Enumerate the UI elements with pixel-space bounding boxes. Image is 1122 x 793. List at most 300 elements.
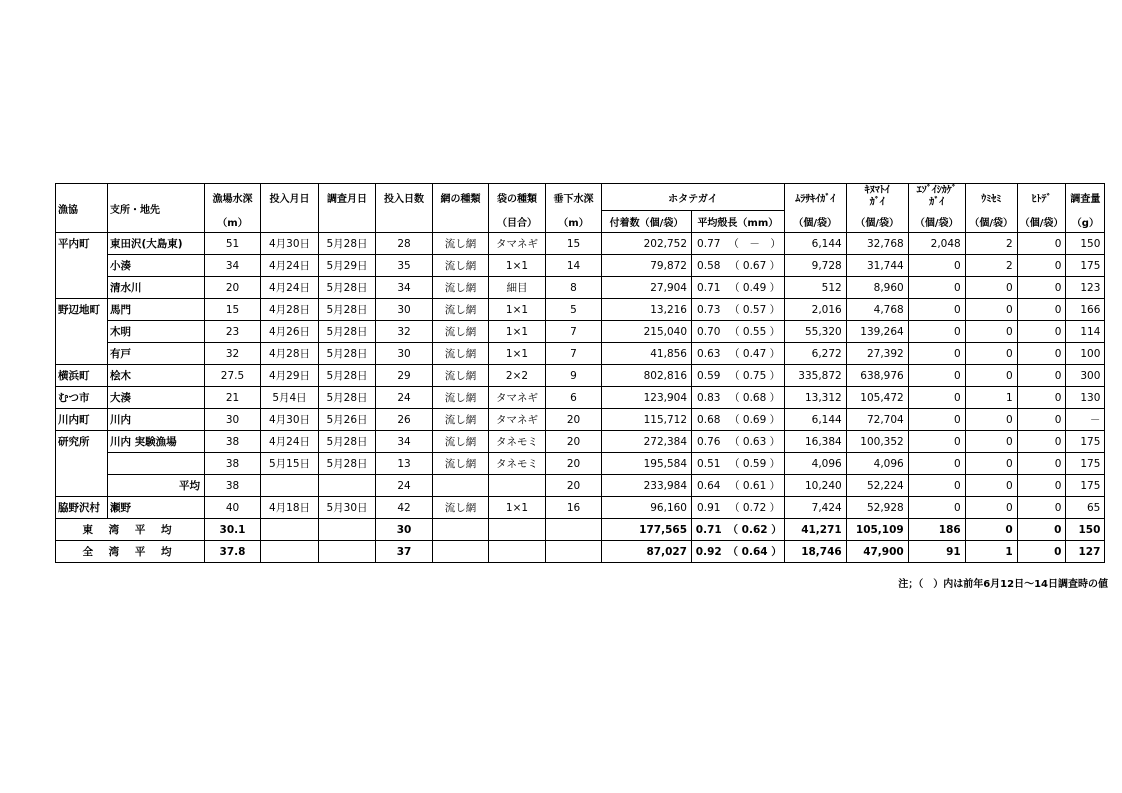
cell-ezo: 0 — [908, 387, 965, 409]
cell-attach: 13,216 — [602, 299, 692, 321]
cell-site: 東田沢(大島東) — [108, 233, 205, 255]
cell-ezo: 0 — [908, 365, 965, 387]
cell-ezo: 0 — [908, 255, 965, 277]
cell-hang: 14 — [546, 255, 602, 277]
cell-summary-label: 東 湾 平 均 — [56, 519, 205, 541]
header-depth-unit: （m） — [205, 211, 261, 233]
header-hang-unit: （m） — [546, 211, 602, 233]
cell-umi: 0 — [965, 299, 1017, 321]
cell-attach: 202,752 — [602, 233, 692, 255]
cell-murasaki: 16,384 — [784, 431, 846, 453]
cell-install: 4月24日 — [261, 277, 319, 299]
cell-area — [56, 453, 108, 475]
cell-net — [433, 475, 489, 497]
cell-install: 4月28日 — [261, 343, 319, 365]
cell-net: 流し網 — [433, 299, 489, 321]
cell-weight: 166 — [1066, 299, 1105, 321]
cell-net: 流し網 — [433, 255, 489, 277]
cell-survey: 5月28日 — [319, 299, 376, 321]
cell-depth: 23 — [205, 321, 261, 343]
cell-hang: 9 — [546, 365, 602, 387]
cell-bag — [489, 541, 546, 563]
cell-hang: 7 — [546, 321, 602, 343]
cell-net: 流し網 — [433, 453, 489, 475]
cell-weight: 114 — [1066, 321, 1105, 343]
cell-ezo: 186 — [908, 519, 965, 541]
cell-site: 瀬野 — [108, 497, 205, 519]
header-weight: 調査量 — [1066, 184, 1105, 211]
cell-murasaki: 41,271 — [784, 519, 846, 541]
header-bag: 袋の種類 — [489, 184, 546, 211]
cell-ezo: 0 — [908, 497, 965, 519]
cell-umi: 0 — [965, 453, 1017, 475]
cell-site: 川内 実験漁場 — [108, 431, 205, 453]
cell-net: 流し網 — [433, 321, 489, 343]
cell-days: 30 — [376, 519, 433, 541]
cell-attach: 79,872 — [602, 255, 692, 277]
cell-site: 桧木 — [108, 365, 205, 387]
cell-umi: 0 — [965, 431, 1017, 453]
cell-kinu: 31,744 — [846, 255, 908, 277]
cell-bag: 2×2 — [489, 365, 546, 387]
cell-area: 平内町 — [56, 233, 108, 255]
table-row — [56, 365, 1105, 387]
header-survey: 調査月日 — [319, 184, 376, 211]
cell-days: 35 — [376, 255, 433, 277]
cell-hitode: 0 — [1017, 541, 1066, 563]
cell-site: 有戸 — [108, 343, 205, 365]
cell-hitode: 0 — [1017, 519, 1066, 541]
cell-install: 4月24日 — [261, 255, 319, 277]
header-hang: 垂下水深 — [546, 184, 602, 211]
cell-ezo: 0 — [908, 475, 965, 497]
header-scallop: ホタテガイ — [602, 184, 785, 211]
cell-murasaki: 55,320 — [784, 321, 846, 343]
cell-avg-label: 平均 — [108, 475, 205, 497]
cell-depth: 38 — [205, 453, 261, 475]
cell-hang: 7 — [546, 343, 602, 365]
cell-avg: 0.64 — [692, 475, 726, 497]
cell-prev: （ 0.68 ） — [726, 387, 785, 409]
table-row — [56, 387, 1105, 409]
cell-murasaki: 6,144 — [784, 233, 846, 255]
cell-prev: （ 0.47 ） — [726, 343, 785, 365]
cell-survey: 5月30日 — [319, 497, 376, 519]
cell-attach: 87,027 — [602, 541, 692, 563]
cell-hitode: 0 — [1017, 387, 1066, 409]
cell-attach: 41,856 — [602, 343, 692, 365]
cell-hitode: 0 — [1017, 431, 1066, 453]
cell-murasaki: 10,240 — [784, 475, 846, 497]
cell-depth: 51 — [205, 233, 261, 255]
table-row — [56, 431, 1105, 453]
cell-net: 流し網 — [433, 277, 489, 299]
cell-ezo: 0 — [908, 321, 965, 343]
cell-attach: 123,904 — [602, 387, 692, 409]
cell-hitode: 0 — [1017, 321, 1066, 343]
cell-hang: 20 — [546, 409, 602, 431]
cell-avg: 0.51 — [692, 453, 726, 475]
cell-install: 4月24日 — [261, 431, 319, 453]
header-murasaki-unit: （個/袋） — [784, 211, 846, 233]
cell-hitode: 0 — [1017, 343, 1066, 365]
cell-attach: 177,565 — [602, 519, 692, 541]
cell-survey — [319, 541, 376, 563]
cell-avg: 0.63 — [692, 343, 726, 365]
cell-depth: 38 — [205, 431, 261, 453]
cell-weight: 123 — [1066, 277, 1105, 299]
cell-hang: 6 — [546, 387, 602, 409]
cell-hitode: 0 — [1017, 255, 1066, 277]
cell-bag: 1×1 — [489, 255, 546, 277]
cell-umi: 0 — [965, 277, 1017, 299]
cell-avg: 0.91 — [692, 497, 726, 519]
cell-attach: 802,816 — [602, 365, 692, 387]
header-row-2 — [56, 211, 1105, 233]
cell-hang: 5 — [546, 299, 602, 321]
header-days-blank — [376, 211, 433, 233]
header-net: 網の種類 — [433, 184, 489, 211]
cell-depth: 20 — [205, 277, 261, 299]
cell-kinu: 105,472 — [846, 387, 908, 409]
cell-hitode: 0 — [1017, 299, 1066, 321]
header-umi-unit: （個/袋） — [965, 211, 1017, 233]
cell-survey: 5月28日 — [319, 321, 376, 343]
header-avg-shell: 平均殻長（mm） — [692, 211, 785, 233]
cell-umi: 0 — [965, 497, 1017, 519]
cell-install: 4月26日 — [261, 321, 319, 343]
cell-area: むつ市 — [56, 387, 108, 409]
cell-kinu: 8,960 — [846, 277, 908, 299]
cell-net: 流し網 — [433, 409, 489, 431]
cell-ezo: 0 — [908, 299, 965, 321]
cell-bag: タマネギ — [489, 233, 546, 255]
cell-murasaki: 4,096 — [784, 453, 846, 475]
cell-bag: タマネギ — [489, 387, 546, 409]
cell-install — [261, 475, 319, 497]
cell-area — [56, 343, 108, 365]
cell-prev: （ 0.61 ） — [726, 475, 785, 497]
cell-days: 42 — [376, 497, 433, 519]
cell-install: 5月4日 — [261, 387, 319, 409]
cell-umi: 0 — [965, 519, 1017, 541]
cell-weight: 65 — [1066, 497, 1105, 519]
cell-survey: 5月28日 — [319, 453, 376, 475]
cell-kinu: 4,768 — [846, 299, 908, 321]
cell-net: 流し網 — [433, 365, 489, 387]
cell-murasaki: 6,144 — [784, 409, 846, 431]
cell-umi: 0 — [965, 343, 1017, 365]
cell-depth: 40 — [205, 497, 261, 519]
cell-prev: （ 0.67 ） — [726, 255, 785, 277]
cell-avg: 0.58 — [692, 255, 726, 277]
cell-depth: 37.8 — [205, 541, 261, 563]
header-bag-unit: （目合） — [489, 211, 546, 233]
cell-survey — [319, 475, 376, 497]
cell-net — [433, 519, 489, 541]
cell-hang: 20 — [546, 453, 602, 475]
header-survey-blank — [319, 211, 376, 233]
cell-weight: － — [1066, 409, 1105, 431]
header-kinu-unit: （個/袋） — [846, 211, 908, 233]
cell-bag: タネモミ — [489, 431, 546, 453]
cell-install: 4月18日 — [261, 497, 319, 519]
header-days: 投入日数 — [376, 184, 433, 211]
cell-site: 馬門 — [108, 299, 205, 321]
cell-site: 小湊 — [108, 255, 205, 277]
cell-days: 30 — [376, 299, 433, 321]
cell-survey: 5月29日 — [319, 255, 376, 277]
cell-murasaki: 13,312 — [784, 387, 846, 409]
cell-hitode: 0 — [1017, 475, 1066, 497]
cell-days: 34 — [376, 277, 433, 299]
cell-kinu: 139,264 — [846, 321, 908, 343]
cell-area — [56, 255, 108, 277]
cell-site — [108, 453, 205, 475]
cell-depth: 27.5 — [205, 365, 261, 387]
cell-area: 横浜町 — [56, 365, 108, 387]
cell-site: 木明 — [108, 321, 205, 343]
cell-days: 29 — [376, 365, 433, 387]
cell-weight: 175 — [1066, 255, 1105, 277]
cell-site: 川内 — [108, 409, 205, 431]
cell-bag: 1×1 — [489, 343, 546, 365]
table-row — [56, 255, 1105, 277]
table-row — [56, 409, 1105, 431]
header-umi: ｳﾐｾﾐ — [965, 184, 1017, 211]
header-hitode-unit: （個/袋） — [1017, 211, 1066, 233]
header-murasaki: ﾑﾗｻｷｲｶﾞｲ — [784, 184, 846, 211]
cell-bag: 細目 — [489, 277, 546, 299]
cell-survey: 5月26日 — [319, 409, 376, 431]
cell-area: 野辺地町 — [56, 299, 108, 321]
cell-hang: 20 — [546, 475, 602, 497]
cell-hitode: 0 — [1017, 233, 1066, 255]
cell-murasaki: 512 — [784, 277, 846, 299]
cell-avg: 0.76 — [692, 431, 726, 453]
table-row — [56, 497, 1105, 519]
cell-murasaki: 9,728 — [784, 255, 846, 277]
cell-area — [56, 321, 108, 343]
cell-prev: （ 0.49 ） — [726, 277, 785, 299]
cell-umi: 1 — [965, 387, 1017, 409]
cell-kinu: 47,900 — [846, 541, 908, 563]
cell-bag: 1×1 — [489, 497, 546, 519]
cell-depth: 30 — [205, 409, 261, 431]
cell-umi: 0 — [965, 365, 1017, 387]
cell-avg: 0.71 — [692, 277, 726, 299]
cell-prev: （ 0.59 ） — [726, 453, 785, 475]
cell-attach: 233,984 — [602, 475, 692, 497]
header-row-1 — [56, 184, 1105, 211]
cell-avg: 0.68 — [692, 409, 726, 431]
cell-attach: 272,384 — [602, 431, 692, 453]
table-row — [56, 299, 1105, 321]
cell-attach: 27,904 — [602, 277, 692, 299]
cell-bag — [489, 475, 546, 497]
footnote: 注；（ ）内は前年6月12日～14日調査時の値 — [898, 579, 1108, 590]
cell-survey — [319, 519, 376, 541]
cell-prev: （ 0.64 ） — [726, 541, 785, 563]
cell-avg: 0.83 — [692, 387, 726, 409]
cell-umi: 0 — [965, 475, 1017, 497]
survey-table — [55, 183, 1105, 563]
cell-attach: 96,160 — [602, 497, 692, 519]
header-net-blank — [433, 211, 489, 233]
cell-site: 大湊 — [108, 387, 205, 409]
cell-survey: 5月28日 — [319, 343, 376, 365]
cell-kinu: 638,976 — [846, 365, 908, 387]
cell-murasaki: 18,746 — [784, 541, 846, 563]
cell-depth: 38 — [205, 475, 261, 497]
cell-prev: （ 0.55 ） — [726, 321, 785, 343]
cell-umi: 0 — [965, 321, 1017, 343]
cell-weight: 127 — [1066, 541, 1105, 563]
cell-net: 流し網 — [433, 387, 489, 409]
header-ezo: ｴｿﾞｲｼｶｹﾞ ｶﾞｲ — [908, 184, 965, 211]
cell-avg: 0.70 — [692, 321, 726, 343]
cell-hitode: 0 — [1017, 453, 1066, 475]
cell-weight: 130 — [1066, 387, 1105, 409]
cell-weight: 150 — [1066, 519, 1105, 541]
cell-install — [261, 541, 319, 563]
header-site: 支所・地先 — [108, 184, 205, 233]
cell-bag: タネモミ — [489, 453, 546, 475]
table-row — [56, 343, 1105, 365]
cell-days: 30 — [376, 343, 433, 365]
cell-install: 4月30日 — [261, 409, 319, 431]
cell-weight: 100 — [1066, 343, 1105, 365]
cell-prev: （ 0.72 ） — [726, 497, 785, 519]
cell-net: 流し網 — [433, 431, 489, 453]
cell-kinu: 27,392 — [846, 343, 908, 365]
cell-kinu: 105,109 — [846, 519, 908, 541]
cell-survey: 5月28日 — [319, 387, 376, 409]
cell-area — [56, 475, 108, 497]
cell-umi: 2 — [965, 255, 1017, 277]
header-ezo-unit: （個/袋） — [908, 211, 965, 233]
cell-kinu: 4,096 — [846, 453, 908, 475]
cell-weight: 300 — [1066, 365, 1105, 387]
cell-ezo: 91 — [908, 541, 965, 563]
cell-weight: 175 — [1066, 475, 1105, 497]
summary-row — [56, 519, 1105, 541]
cell-hang: 20 — [546, 431, 602, 453]
cell-kinu: 52,224 — [846, 475, 908, 497]
cell-weight: 175 — [1066, 453, 1105, 475]
cell-survey: 5月28日 — [319, 431, 376, 453]
cell-days: 24 — [376, 475, 433, 497]
cell-hitode: 0 — [1017, 497, 1066, 519]
cell-hang: 15 — [546, 233, 602, 255]
cell-ezo: 0 — [908, 409, 965, 431]
cell-net: 流し網 — [433, 233, 489, 255]
table-row — [56, 321, 1105, 343]
cell-prev: （ － ） — [726, 233, 785, 255]
cell-hitode: 0 — [1017, 365, 1066, 387]
cell-prev: （ 0.75 ） — [726, 365, 785, 387]
table-row — [56, 453, 1105, 475]
header-hitode: ﾋﾄﾃﾞ — [1017, 184, 1066, 211]
cell-avg: 0.92 — [692, 541, 726, 563]
cell-kinu: 100,352 — [846, 431, 908, 453]
cell-install — [261, 519, 319, 541]
cell-kinu: 72,704 — [846, 409, 908, 431]
header-weight-unit: （g） — [1066, 211, 1105, 233]
cell-umi: 2 — [965, 233, 1017, 255]
cell-net: 流し網 — [433, 343, 489, 365]
cell-area — [56, 277, 108, 299]
cell-depth: 34 — [205, 255, 261, 277]
survey-table-sheet — [55, 183, 1105, 563]
cell-ezo: 0 — [908, 453, 965, 475]
cell-avg: 0.77 — [692, 233, 726, 255]
header-kinu: ｷﾇﾏﾄｲ ｶﾞｲ — [846, 184, 908, 211]
cell-hang — [546, 519, 602, 541]
cell-days: 34 — [376, 431, 433, 453]
cell-days: 37 — [376, 541, 433, 563]
cell-site: 清水川 — [108, 277, 205, 299]
cell-install: 4月29日 — [261, 365, 319, 387]
cell-depth: 21 — [205, 387, 261, 409]
cell-install: 4月30日 — [261, 233, 319, 255]
cell-umi: 0 — [965, 409, 1017, 431]
cell-install: 5月15日 — [261, 453, 319, 475]
header-install: 投入月日 — [261, 184, 319, 211]
cell-depth: 15 — [205, 299, 261, 321]
cell-area: 川内町 — [56, 409, 108, 431]
cell-ezo: 2,048 — [908, 233, 965, 255]
cell-ezo: 0 — [908, 277, 965, 299]
cell-murasaki: 6,272 — [784, 343, 846, 365]
table-row — [56, 277, 1105, 299]
cell-hang: 16 — [546, 497, 602, 519]
cell-kinu: 52,928 — [846, 497, 908, 519]
cell-bag: 1×1 — [489, 321, 546, 343]
cell-bag: タマネギ — [489, 409, 546, 431]
cell-survey: 5月28日 — [319, 365, 376, 387]
header-area: 漁協 — [56, 184, 108, 233]
cell-days: 28 — [376, 233, 433, 255]
cell-days: 26 — [376, 409, 433, 431]
cell-murasaki: 7,424 — [784, 497, 846, 519]
header-install-blank — [261, 211, 319, 233]
cell-attach: 115,712 — [602, 409, 692, 431]
table-row — [56, 233, 1105, 255]
cell-depth: 32 — [205, 343, 261, 365]
cell-murasaki: 2,016 — [784, 299, 846, 321]
cell-hitode: 0 — [1017, 277, 1066, 299]
cell-area: 研究所 — [56, 431, 108, 453]
summary-row — [56, 541, 1105, 563]
cell-days: 32 — [376, 321, 433, 343]
cell-survey: 5月28日 — [319, 277, 376, 299]
cell-murasaki: 335,872 — [784, 365, 846, 387]
cell-days: 24 — [376, 387, 433, 409]
cell-avg: 0.73 — [692, 299, 726, 321]
cell-net: 流し網 — [433, 497, 489, 519]
cell-summary-label: 全 湾 平 均 — [56, 541, 205, 563]
cell-bag — [489, 519, 546, 541]
cell-prev: （ 0.63 ） — [726, 431, 785, 453]
cell-avg: 0.59 — [692, 365, 726, 387]
cell-install: 4月28日 — [261, 299, 319, 321]
cell-ezo: 0 — [908, 343, 965, 365]
cell-weight: 150 — [1066, 233, 1105, 255]
cell-days: 13 — [376, 453, 433, 475]
cell-area: 脇野沢村 — [56, 497, 108, 519]
header-attach: 付着数（個/袋） — [602, 211, 692, 233]
